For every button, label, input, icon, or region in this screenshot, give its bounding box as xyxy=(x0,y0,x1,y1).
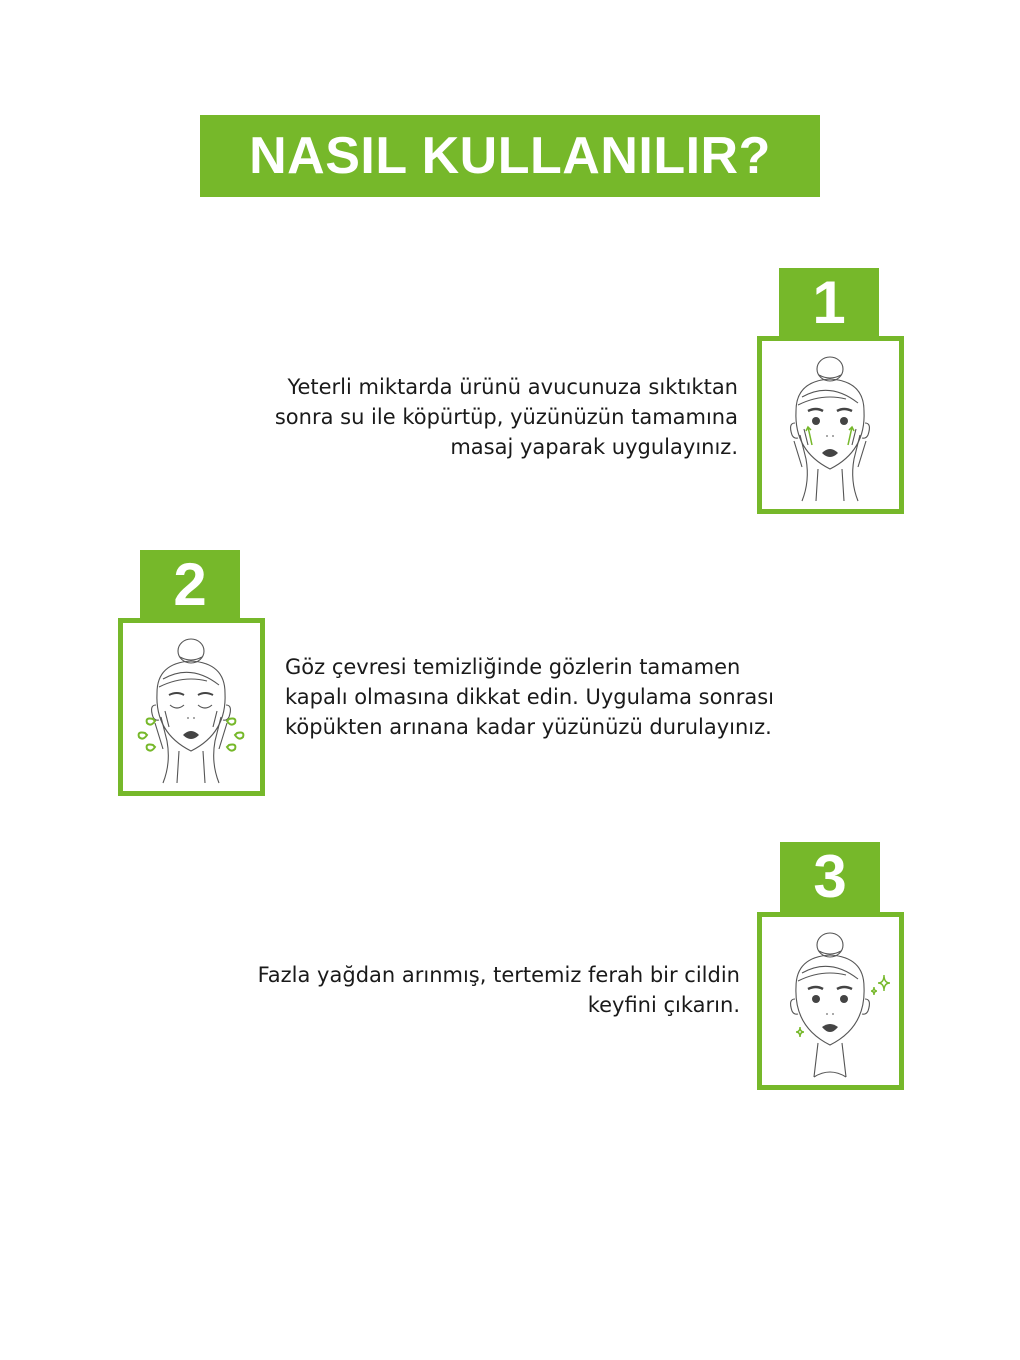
text-line: kapalı olmasına dikkat edin. Uygulama sonrası xyxy=(285,685,774,709)
step-number-badge xyxy=(779,268,879,338)
step-number-badge xyxy=(780,842,880,912)
text-line: sonra su ile köpürtüp, yüzünüzün tamamına xyxy=(274,405,738,429)
text-line: Fazla yağdan arınmış, tertemiz ferah bir cildin xyxy=(257,963,740,987)
step-illustration-frame xyxy=(757,336,904,514)
step-number: 1 xyxy=(812,269,846,336)
title-banner xyxy=(200,115,820,197)
step-2-description xyxy=(285,652,885,742)
page-title: NASIL KULLANILIR? xyxy=(249,127,771,185)
face-sparkle-icon xyxy=(762,917,899,1085)
face-massage-icon xyxy=(762,341,899,509)
step-illustration-frame xyxy=(757,912,904,1090)
text-line: masaj yaparak uygulayınız. xyxy=(450,435,738,459)
step-number-badge xyxy=(140,550,240,620)
step-number: 3 xyxy=(813,843,847,910)
text-line: Göz çevresi temizliğinde gözlerin tamamen xyxy=(285,655,741,679)
step-number: 2 xyxy=(173,551,207,618)
step-1-description xyxy=(180,372,738,462)
step-illustration-frame xyxy=(118,618,265,796)
step-3-description xyxy=(150,960,740,1020)
text-line: köpükten arınana kadar yüzünüzü durulayınız. xyxy=(285,715,772,739)
face-rinse-icon xyxy=(123,623,260,791)
text-line: Yeterli miktarda ürünü avucunuza sıktıktan xyxy=(287,375,738,399)
text-line: keyfini çıkarın. xyxy=(587,993,740,1017)
